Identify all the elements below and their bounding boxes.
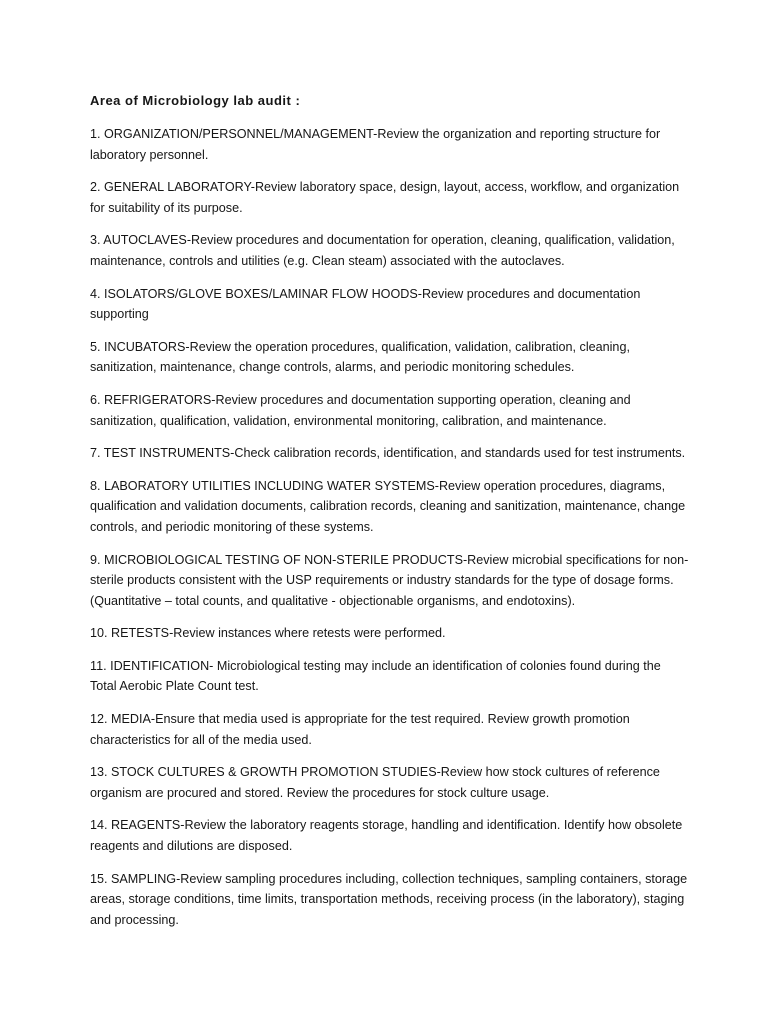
list-item-15: 15. SAMPLING-Review sampling procedures including, collection techniques, sampling containers, storage areas, storage conditions, time limits, transportation methods, receiving process (in the laboratory), staging and processing. [90,871,688,927]
list-item-13: 13. STOCK CULTURES & GROWTH PROMOTION STUDIES-Review how stock cultures of reference organism are procured and stored. Review the procedures for stock culture usage. [90,765,660,800]
list-item-14: 14. REAGENTS-Review the laboratory reagents storage, handling and identification. Identify how obsolete reagents and dilutions are disposed. [90,818,683,854]
list-item-2: 2. GENERAL LABORATORY-Review laboratory space, design, layout, access, workflow, and organization for suitability of its purpose. [90,180,680,215]
list-item-4: 4. ISOLATORS/GLOVE BOXES/LAMINAR FLOW HOODS-Review procedures and documentation supporting [90,286,641,322]
list-item-5: 5. INCUBATORS-Review the operation procedures, qualification, validation, calibration, cleaning, sanitization, maintenance, change controls, alarms, and periodic monitoring schedules. [90,339,630,375]
list-item-12: 12. MEDIA-Ensure that media used is appropriate for the test required. Review growth promotion characteristics for all of the media used. [90,712,630,747]
document-page [90,90,690,942]
list-item-9: 9. MICROBIOLOGICAL TESTING OF NON-STERILE PRODUCTS-Review microbial specifications for non-sterile products consistent with the USP requirements or industry standards for the type of dosage forms. (Quantitative – total counts, and qualitative - objectionable organisms, and endotoxins). [90,552,689,608]
list-item-6: 6. REFRIGERATORS-Review procedures and documentation supporting operation, cleaning and sanitization, qualification, validation, environmental monitoring, calibration, and maintenance. [90,392,631,428]
list-item-10: 10. RETESTS-Review instances where retests were performed. [90,626,446,641]
list-item-7: 7. TEST INSTRUMENTS-Check calibration records, identification, and standards used for test instruments. [90,446,686,461]
list-item-8: 8. LABORATORY UTILITIES INCLUDING WATER SYSTEMS-Review operation procedures, diagrams, qualification and validation documents, calibration records, cleaning and sanitization, maintenance, change controls, and periodic monitoring of these systems. [90,478,686,534]
document-title: Area of Microbiology lab audit : [90,93,301,108]
list-item-1: 1. ORGANIZATION/PERSONNEL/MANAGEMENT-Review the organization and reporting structure for laboratory personnel. [90,127,661,162]
list-item-11: 11. IDENTIFICATION- Microbiological testing may include an identification of colonies found during the Total Aerobic Plate Count test. [90,658,661,694]
list-item-3: 3. AUTOCLAVES-Review procedures and documentation for operation, cleaning, qualification, validation, maintenance, controls and utilities (e.g. Clean steam) associated with the autoclaves. [90,233,675,268]
